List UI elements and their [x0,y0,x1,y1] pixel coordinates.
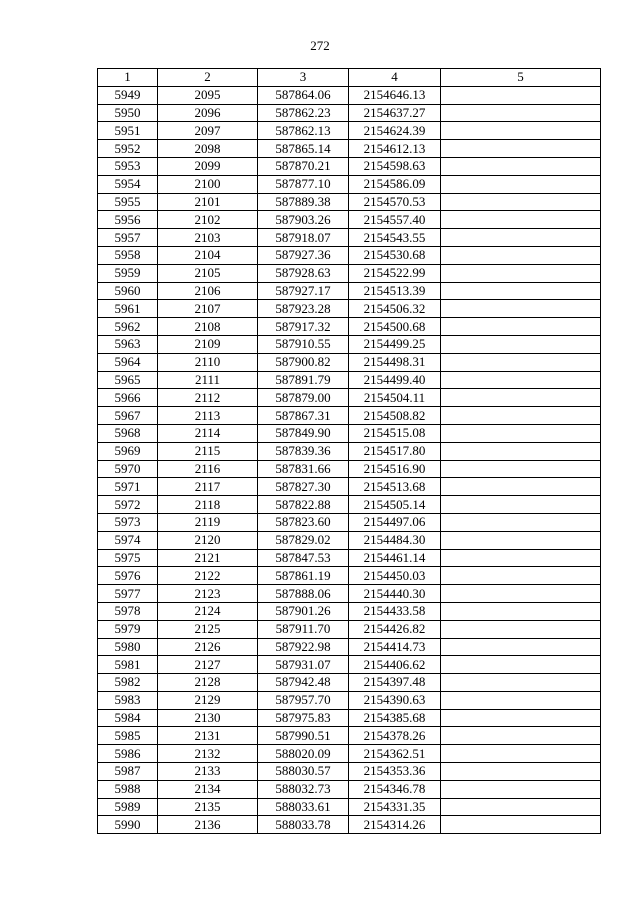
table-body [98,86,601,833]
table-cell: 2095 [158,86,258,104]
table-cell: 5965 [98,371,158,389]
table-cell: 2154433.58 [349,602,441,620]
table-row [98,157,601,175]
table-cell: 587865.14 [258,140,349,158]
table-cell [441,300,601,318]
table-cell: 2121 [158,549,258,567]
table-cell [441,727,601,745]
table-row [98,229,601,247]
table-cell: 5967 [98,407,158,425]
table-cell: 2106 [158,282,258,300]
table-cell: 2154504.11 [349,389,441,407]
table-cell: 587827.30 [258,478,349,496]
table-cell: 5978 [98,602,158,620]
page-number: 272 [310,38,330,53]
table-cell: 5988 [98,780,158,798]
table-cell: 587900.82 [258,353,349,371]
table-cell: 2154331.35 [349,798,441,816]
table-row [98,478,601,496]
table-cell [441,709,601,727]
table-cell: 587918.07 [258,229,349,247]
table-cell [441,371,601,389]
table-cell: 587831.66 [258,460,349,478]
table-cell: 5973 [98,513,158,531]
table-cell: 2131 [158,727,258,745]
table-cell: 587849.90 [258,424,349,442]
table-cell: 2154362.51 [349,745,441,763]
table-cell: 587931.07 [258,656,349,674]
table-cell [441,442,601,460]
table-cell: 5971 [98,478,158,496]
table-cell: 5984 [98,709,158,727]
table-row [98,638,601,656]
table-cell: 2154314.26 [349,816,441,834]
table-cell: 5951 [98,122,158,140]
table-cell: 2154385.68 [349,709,441,727]
table-cell: 2098 [158,140,258,158]
table-cell: 5949 [98,86,158,104]
table-row [98,140,601,158]
table-row [98,246,601,264]
table-cell: 2154570.53 [349,193,441,211]
table-cell [441,282,601,300]
table-cell: 2102 [158,211,258,229]
table-cell: 2154522.99 [349,264,441,282]
table-row [98,567,601,585]
table-cell: 5976 [98,567,158,585]
table-cell: 587822.88 [258,496,349,514]
table-cell: 587942.48 [258,674,349,692]
table-cell: 5982 [98,674,158,692]
table-cell [441,585,601,603]
table-cell: 2154517.80 [349,442,441,460]
table-cell: 587861.19 [258,567,349,585]
table-cell: 2126 [158,638,258,656]
table-row [98,513,601,531]
table-row [98,602,601,620]
table-cell: 2154500.68 [349,318,441,336]
table-cell [441,229,601,247]
table-cell: 2154499.25 [349,335,441,353]
table-cell [441,264,601,282]
table-cell [441,478,601,496]
table-cell: 2109 [158,335,258,353]
table-row [98,407,601,425]
table-row [98,442,601,460]
table-cell: 2123 [158,585,258,603]
table-cell: 5981 [98,656,158,674]
table-cell [441,496,601,514]
table-cell: 2100 [158,175,258,193]
table-cell: 587975.83 [258,709,349,727]
table-cell: 5964 [98,353,158,371]
table-cell: 587922.98 [258,638,349,656]
table-cell: 587839.36 [258,442,349,460]
table-cell: 587877.10 [258,175,349,193]
table-cell: 587870.21 [258,157,349,175]
table-cell: 587927.17 [258,282,349,300]
table-cell [441,318,601,336]
table-row [98,709,601,727]
table-row [98,620,601,638]
table-cell: 5983 [98,691,158,709]
table-header-row [98,69,601,87]
table-cell: 2154498.31 [349,353,441,371]
table-cell [441,780,601,798]
table-cell: 2130 [158,709,258,727]
table-cell [441,335,601,353]
table-row [98,816,601,834]
table-row [98,389,601,407]
table-cell: 5972 [98,496,158,514]
table-cell [441,104,601,122]
table-cell: 2154508.82 [349,407,441,425]
table-cell: 2119 [158,513,258,531]
table-cell: 2154378.26 [349,727,441,745]
table-row [98,371,601,389]
column-header: 4 [349,69,441,87]
table-cell: 5985 [98,727,158,745]
table-cell: 587923.28 [258,300,349,318]
table-cell: 2097 [158,122,258,140]
table-row [98,727,601,745]
table-cell: 2132 [158,745,258,763]
table-cell: 2116 [158,460,258,478]
table-row [98,282,601,300]
table-cell [441,638,601,656]
table-cell: 587867.31 [258,407,349,425]
table-row [98,300,601,318]
table-cell: 2154598.63 [349,157,441,175]
table-cell [441,656,601,674]
table-cell: 587862.13 [258,122,349,140]
table-row [98,745,601,763]
table-cell: 587903.26 [258,211,349,229]
table-cell: 2134 [158,780,258,798]
table-cell: 588020.09 [258,745,349,763]
table-cell: 2154499.40 [349,371,441,389]
table-cell: 2154497.06 [349,513,441,531]
table-cell: 2125 [158,620,258,638]
table-cell: 5952 [98,140,158,158]
table-cell: 587911.70 [258,620,349,638]
table-row [98,531,601,549]
table-cell: 2154461.14 [349,549,441,567]
table-cell: 587891.79 [258,371,349,389]
table-row [98,496,601,514]
table-cell: 2154513.68 [349,478,441,496]
table-cell: 5962 [98,318,158,336]
table-cell: 2111 [158,371,258,389]
table-row [98,424,601,442]
table-cell [441,531,601,549]
table-cell: 5990 [98,816,158,834]
table-row [98,86,601,104]
table-cell [441,549,601,567]
table-cell: 2154515.08 [349,424,441,442]
table-cell: 587927.36 [258,246,349,264]
table-cell: 587823.60 [258,513,349,531]
table-cell [441,140,601,158]
table-cell [441,246,601,264]
table-cell: 2118 [158,496,258,514]
table-cell: 2127 [158,656,258,674]
table-cell: 2096 [158,104,258,122]
table-cell [441,353,601,371]
table-cell: 2136 [158,816,258,834]
table-cell: 2101 [158,193,258,211]
table-cell: 587957.70 [258,691,349,709]
table-cell [441,157,601,175]
table-cell: 587862.23 [258,104,349,122]
table-cell: 2110 [158,353,258,371]
table-row [98,798,601,816]
table-cell: 587829.02 [258,531,349,549]
table-cell [441,460,601,478]
table-cell: 5975 [98,549,158,567]
table-cell: 587928.63 [258,264,349,282]
table-cell [441,193,601,211]
table-row [98,104,601,122]
table-cell: 587864.06 [258,86,349,104]
table-cell: 5969 [98,442,158,460]
table-cell: 2154440.30 [349,585,441,603]
table-cell: 2154505.14 [349,496,441,514]
table-cell: 587910.55 [258,335,349,353]
table-cell: 2129 [158,691,258,709]
table-cell [441,407,601,425]
table-cell: 2108 [158,318,258,336]
table-cell: 5968 [98,424,158,442]
table-cell: 5953 [98,157,158,175]
table-cell: 587901.26 [258,602,349,620]
table-cell: 2112 [158,389,258,407]
table-cell: 2154346.78 [349,780,441,798]
table-cell [441,211,601,229]
table-row [98,318,601,336]
table-cell: 5980 [98,638,158,656]
table-cell: 5955 [98,193,158,211]
table-cell: 5977 [98,585,158,603]
table-cell: 587990.51 [258,727,349,745]
table-cell [441,602,601,620]
table-cell: 2154624.39 [349,122,441,140]
table-cell [441,798,601,816]
table-cell: 2124 [158,602,258,620]
table-cell: 2154426.82 [349,620,441,638]
table-row [98,691,601,709]
table-cell: 2154586.09 [349,175,441,193]
table-cell: 5986 [98,745,158,763]
table-cell: 2120 [158,531,258,549]
table-cell [441,674,601,692]
table-cell: 2154406.62 [349,656,441,674]
table-cell: 2154637.27 [349,104,441,122]
table-cell: 5956 [98,211,158,229]
table-cell: 2114 [158,424,258,442]
table-cell: 587917.32 [258,318,349,336]
table-cell: 2154513.39 [349,282,441,300]
table-row [98,585,601,603]
table-cell [441,745,601,763]
table-cell: 5966 [98,389,158,407]
table-cell: 2154390.63 [349,691,441,709]
table-cell: 2135 [158,798,258,816]
table-cell [441,424,601,442]
table-cell: 2099 [158,157,258,175]
table-cell: 2154397.48 [349,674,441,692]
table-cell: 2154646.13 [349,86,441,104]
table-cell: 2154450.03 [349,567,441,585]
table-row [98,264,601,282]
table-cell: 2104 [158,246,258,264]
table-cell: 5963 [98,335,158,353]
table-cell: 588033.78 [258,816,349,834]
table-cell: 2107 [158,300,258,318]
table-row [98,122,601,140]
table-row [98,656,601,674]
table-cell [441,816,601,834]
table-cell: 5954 [98,175,158,193]
table-cell: 5979 [98,620,158,638]
table-row [98,193,601,211]
table-cell: 5970 [98,460,158,478]
table-row [98,335,601,353]
table-cell: 588032.73 [258,780,349,798]
table-row [98,674,601,692]
table-cell: 2154612.13 [349,140,441,158]
table-cell: 2103 [158,229,258,247]
table-cell: 5960 [98,282,158,300]
table-cell: 2113 [158,407,258,425]
table-cell [441,763,601,781]
column-header: 2 [158,69,258,87]
table-cell: 5974 [98,531,158,549]
table-cell: 2117 [158,478,258,496]
table-cell: 5957 [98,229,158,247]
table-cell: 2154516.90 [349,460,441,478]
table-cell: 5959 [98,264,158,282]
table-cell: 5987 [98,763,158,781]
table-cell: 587879.00 [258,389,349,407]
table-row [98,549,601,567]
table-row [98,211,601,229]
table-cell [441,86,601,104]
table-cell [441,620,601,638]
table-row [98,780,601,798]
table-cell [441,122,601,140]
table-cell: 2154530.68 [349,246,441,264]
table-cell: 588033.61 [258,798,349,816]
table-cell: 2154557.40 [349,211,441,229]
table-cell: 2154414.73 [349,638,441,656]
table-cell: 5958 [98,246,158,264]
table-cell: 587888.06 [258,585,349,603]
column-header: 1 [98,69,158,87]
table-cell [441,389,601,407]
coordinates-table [97,68,601,834]
table-cell: 2115 [158,442,258,460]
column-header: 3 [258,69,349,87]
table-row [98,353,601,371]
table-cell: 5989 [98,798,158,816]
table-row [98,763,601,781]
table-cell: 5950 [98,104,158,122]
table-cell: 588030.57 [258,763,349,781]
table-cell: 2154353.36 [349,763,441,781]
table-cell: 2154506.32 [349,300,441,318]
table-cell: 2154543.55 [349,229,441,247]
table-cell [441,691,601,709]
table-cell [441,175,601,193]
table-cell [441,567,601,585]
column-header: 5 [441,69,601,87]
table-cell: 2133 [158,763,258,781]
table-row [98,175,601,193]
table-cell: 2105 [158,264,258,282]
table-cell: 587889.38 [258,193,349,211]
table-row [98,460,601,478]
table-cell: 2122 [158,567,258,585]
table-cell: 587847.53 [258,549,349,567]
table-cell: 2128 [158,674,258,692]
table-cell [441,513,601,531]
table-cell: 2154484.30 [349,531,441,549]
table-cell: 5961 [98,300,158,318]
